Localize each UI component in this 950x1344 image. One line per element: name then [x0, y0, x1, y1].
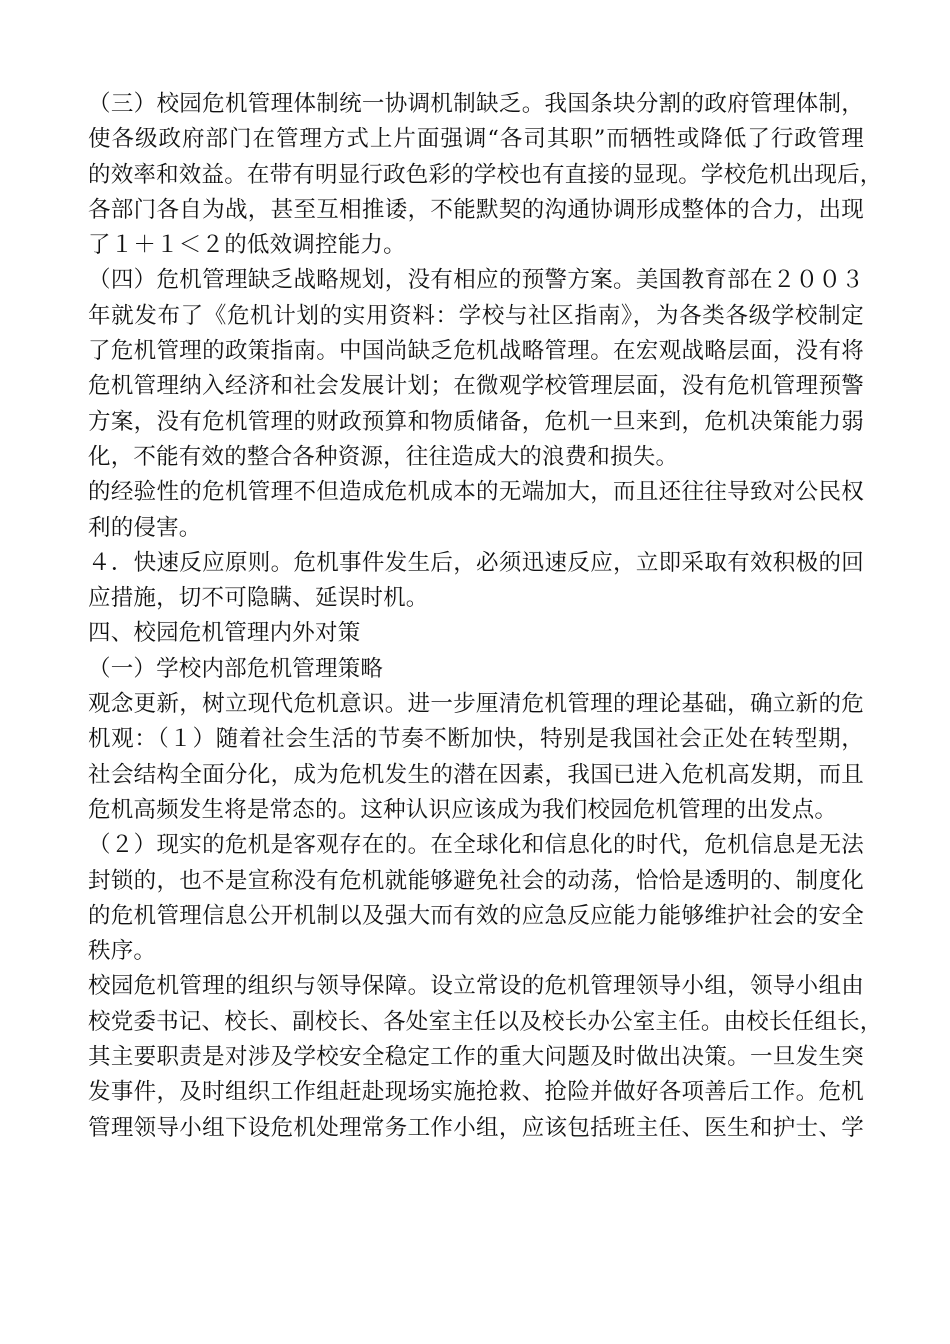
- text-line: 封锁的，也不是宣称没有危机就能够避免社会的动荡，恰恰是透明的、制度化: [88, 867, 864, 894]
- paragraph-rapid-response: [88, 546, 864, 617]
- text-line: 化，不能有效的整合各种资源，往往造成大的浪费和损失。: [88, 443, 679, 470]
- text-line: 利的侵害。: [88, 514, 202, 541]
- text-line: 发事件，及时组织工作组赶赴现场实施抢救、抢险并做好各项善后工作。危机: [88, 1079, 864, 1106]
- text-line: 社会结构全面分化，成为危机发生的潜在因素，我国已进入危机高发期，而且: [88, 761, 864, 788]
- text-line: （四）危机管理缺乏战略规划，没有相应的预警方案。美国教育部在２００３: [88, 267, 864, 294]
- document-page: [88, 87, 883, 1146]
- paragraph-crisis-coordination: [88, 87, 883, 263]
- text-line: 管理领导小组下设危机处理常务工作小组，应该包括班主任、医生和护士、学: [88, 1114, 864, 1141]
- paragraph-crisis-awareness: [88, 687, 864, 828]
- text-line: 年就发布了《危机计划的实用资料：学校与社区指南》，为各类各级学校制定: [88, 302, 864, 329]
- text-line: 观念更新，树立现代危机意识。进一步厘清危机管理的理论基础，确立新的危: [88, 691, 864, 718]
- heading-line: （一）学校内部危机管理策略: [88, 655, 384, 682]
- text-line: ４．快速反应原则。危机事件发生后，必须迅速反应，立即采取有效积极的回: [88, 549, 864, 576]
- text-line: 的效率和效益。在带有明显行政色彩的学校也有直接的显现。学校危机出现后，: [88, 161, 883, 188]
- text-line: 的危机管理信息公开机制以及强大而有效的应急反应能力能够维护社会的安全: [88, 902, 864, 929]
- section-heading: [88, 616, 864, 651]
- text-line: 其主要职责是对涉及学校安全稳定工作的重大问题及时做出决策。一旦发生突: [88, 1044, 864, 1071]
- text-line: 校党委书记、校长、副校长、各处室主任以及校长办公室主任。由校长任组长，: [88, 1008, 883, 1035]
- text-line: 了危机管理的政策指南。中国尚缺乏危机战略管理。在宏观战略层面，没有将: [88, 338, 864, 365]
- text-line: 了１＋１＜２的低效调控能力。: [88, 232, 406, 259]
- heading-line: 四、校园危机管理内外对策: [88, 620, 361, 647]
- text-line: 危机管理纳入经济和社会发展计划；在微观学校管理层面，没有危机管理预警: [88, 373, 864, 400]
- text-line: 的经验性的危机管理不但造成危机成本的无端加大，而且还往往导致对公民权: [88, 479, 864, 506]
- paragraph-experiential-management: [88, 475, 864, 546]
- subsection-heading: [88, 652, 864, 687]
- text-line: 机观：（１）随着社会生活的节奏不断加快，特别是我国社会正处在转型期，: [88, 726, 864, 753]
- text-line: 危机高频发生将是常态的。这种认识应该成为我们校园危机管理的出发点。: [88, 796, 838, 823]
- paragraph-strategic-planning: [88, 263, 864, 475]
- text-line: 使各级政府部门在管理方式上片面强调“各司其职”而牺牲或降低了行政管理: [88, 126, 864, 153]
- text-line: 校园危机管理的组织与领导保障。设立常设的危机管理领导小组，领导小组由: [88, 973, 864, 1000]
- paragraph-organization-leadership: [88, 969, 883, 1145]
- text-line: （三）校园危机管理体制统一协调机制缺乏。我国条块分割的政府管理体制，: [88, 91, 864, 117]
- text-line: 方案，没有危机管理的财政预算和物质储备，危机一旦来到，危机决策能力弱: [88, 408, 864, 435]
- text-line: 各部门各自为战，甚至互相推诿，不能默契的沟通协调形成整体的合力，出现: [88, 196, 864, 223]
- text-line: （２）现实的危机是客观存在的。在全球化和信息化的时代，危机信息是无法: [88, 832, 864, 859]
- text-line: 秩序。: [88, 938, 157, 965]
- text-line: 应措施，切不可隐瞒、延误时机。: [88, 585, 429, 612]
- paragraph-objective-crisis: [88, 828, 864, 969]
